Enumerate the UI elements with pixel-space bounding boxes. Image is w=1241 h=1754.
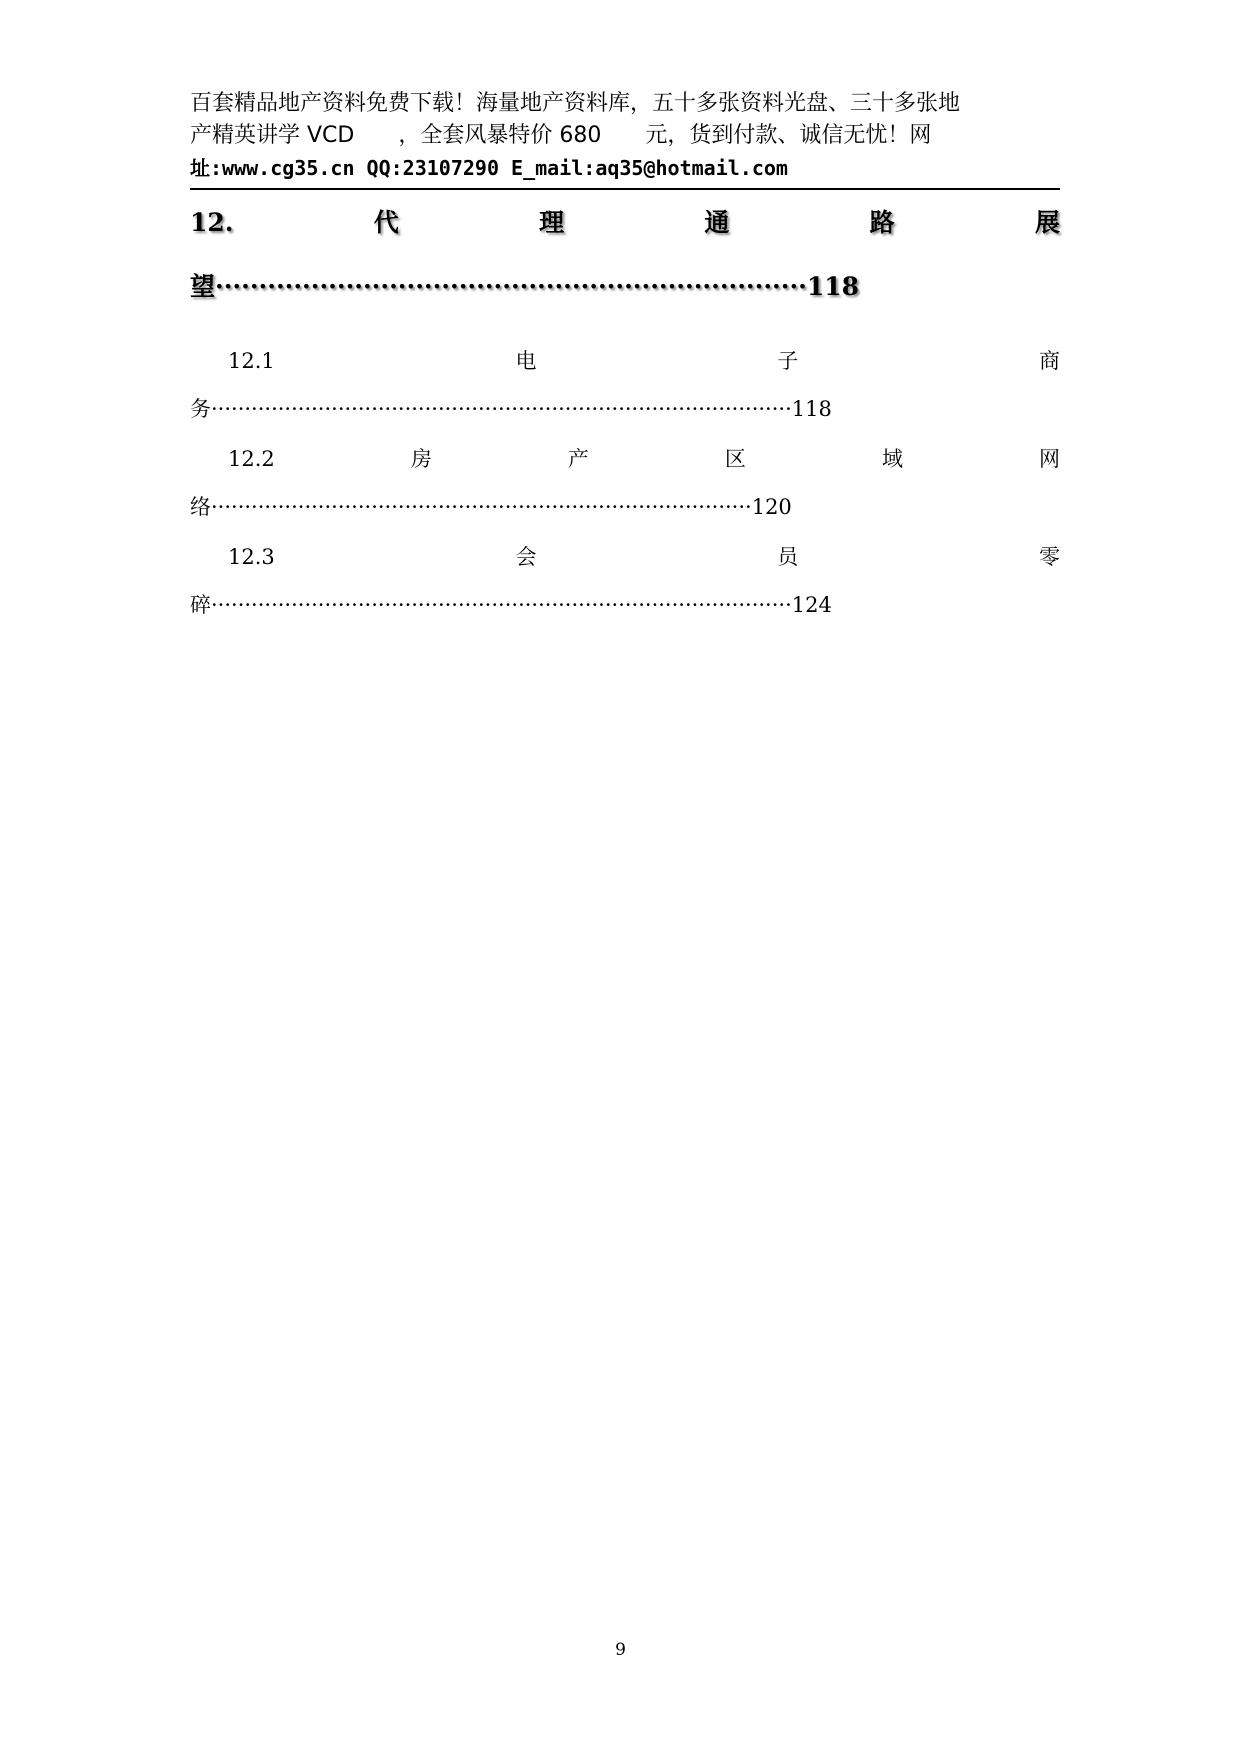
toc-section-char: 会: [515, 545, 537, 569]
toc-section-title-row: [190, 541, 1060, 575]
toc-chapter-title-row: [190, 203, 1060, 243]
toc-dot-leader: ·······················································································: [211, 397, 792, 421]
toc-chapter-char: 代: [373, 208, 399, 237]
toc-chapter-char: 理: [539, 208, 565, 237]
toc-section-char: 子: [777, 349, 799, 373]
header-divider: [190, 188, 1060, 190]
toc-section-tail: 络: [190, 495, 211, 519]
toc-section-title-row: [190, 443, 1060, 477]
toc-chapter-tail: 望: [190, 272, 216, 301]
toc-section-page: 120: [751, 495, 792, 519]
toc-section-number: 12.1: [228, 349, 275, 373]
page-number: 9: [615, 1640, 626, 1660]
toc-section-tail: 碎: [190, 593, 211, 617]
header-line-2: 产精英讲学 VCD ，全套风暴特价 680 元，货到付款、诚信无忧！网: [190, 123, 932, 148]
toc-chapter-char: 路: [869, 208, 895, 237]
toc-section-char: 零: [1038, 545, 1060, 569]
toc-chapter-char: 通: [704, 208, 730, 237]
toc-section-char: 商: [1038, 349, 1060, 373]
header-line-3: 址:www.cg35.cn QQ:23107290 E_mail:aq35@hotmail.com: [190, 156, 788, 180]
toc-chapter-12[interactable]: [190, 203, 1060, 303]
toc-section-12-1[interactable]: [190, 345, 1060, 423]
toc-chapter-page: 118: [806, 272, 860, 301]
toc-section-char: 域: [881, 447, 903, 471]
toc-section-tail-row: [190, 393, 1060, 423]
toc-section-number: 12.2: [228, 447, 275, 471]
header-line-1: 百套精品地产资料免费下载！海量地产资料库，五十多张资料光盘、三十多张地: [190, 91, 961, 116]
toc-dot-leader: ····································································: [215, 272, 807, 301]
toc-section-char: 网: [1039, 447, 1060, 471]
toc-section-page: 124: [791, 593, 832, 617]
toc-section-char: 员: [777, 545, 799, 569]
toc-section-char: 电: [515, 349, 537, 373]
page-header: [190, 88, 1060, 184]
toc-section-tail-row: [190, 589, 1060, 619]
toc-section-number: 12.3: [228, 545, 275, 569]
toc-section-12-3[interactable]: [190, 541, 1060, 619]
toc-section-page: 118: [791, 397, 832, 421]
toc-chapter-tail-row: [190, 267, 1060, 303]
toc-section-title-row: [190, 345, 1060, 379]
toc-chapter-char: 展: [1034, 208, 1060, 237]
toc-section-char: 房: [410, 447, 432, 471]
toc-section-char: 产: [567, 447, 589, 471]
toc-section-12-2[interactable]: [190, 443, 1060, 521]
toc-section-char: 区: [724, 447, 746, 471]
toc-dot-leader: ·······················································································: [211, 593, 792, 617]
toc-dot-leader: ·················································································: [211, 495, 752, 519]
toc-section-tail: 务: [190, 397, 211, 421]
toc-section-tail-row: [190, 491, 1060, 521]
toc-chapter-number: 12.: [190, 208, 234, 237]
